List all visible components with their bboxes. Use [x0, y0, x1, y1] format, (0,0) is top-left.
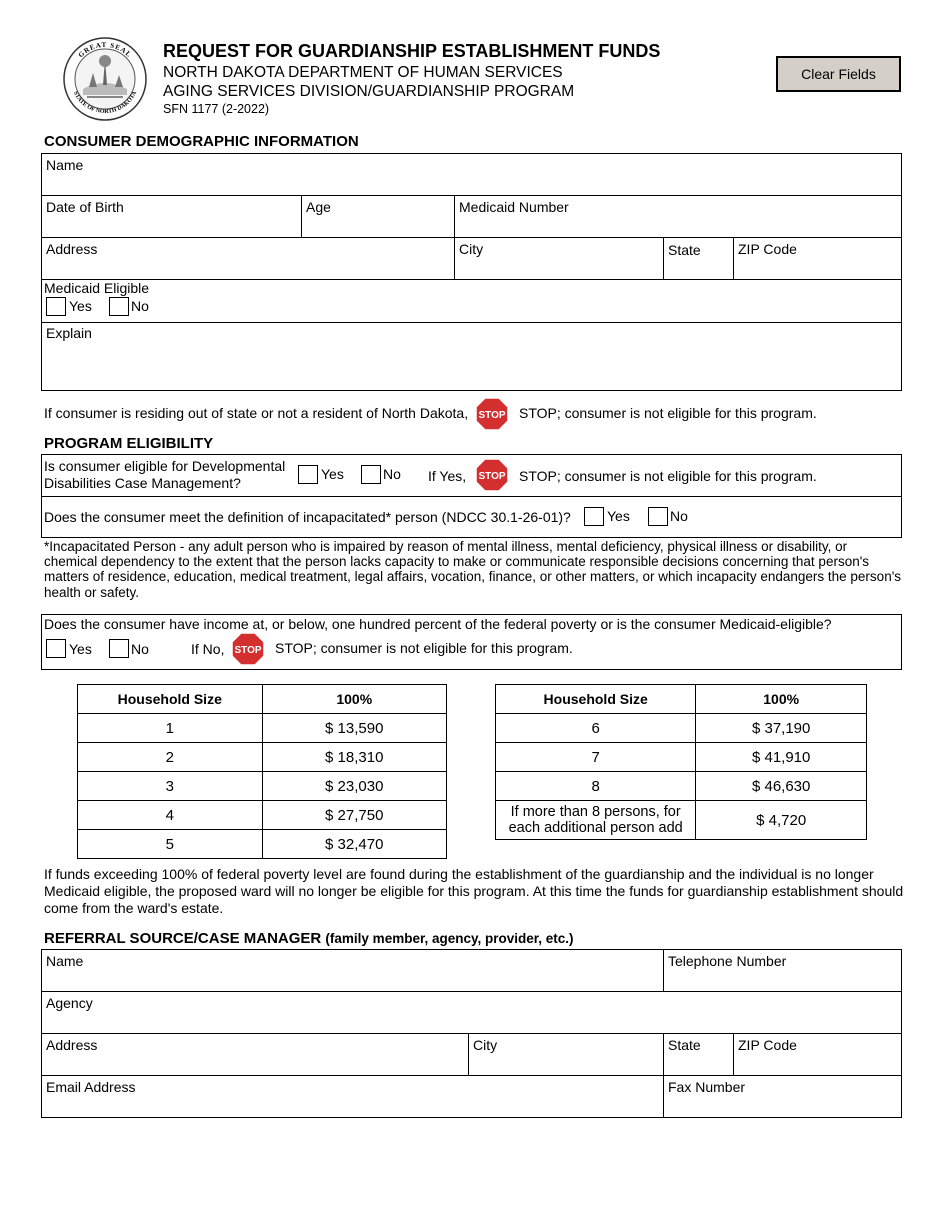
referral-city-label: City — [473, 1037, 498, 1053]
form-number: SFN 1177 (2-2022) — [163, 102, 270, 116]
table-row — [78, 714, 447, 743]
dd-eligibility-row — [41, 454, 902, 497]
household-size-cell: 5 — [78, 830, 263, 859]
medicaid-eligible-label: Medicaid Eligible — [44, 280, 150, 296]
household-size-cell: 4 — [78, 801, 263, 830]
percent-header: 100% — [696, 685, 867, 714]
referral-agency-field[interactable] — [41, 991, 902, 1034]
amount-cell: $ 37,190 — [696, 714, 867, 743]
consumer-dob-label: Date of Birth — [46, 199, 124, 215]
amount-cell: $ 41,910 — [696, 743, 867, 772]
referral-section-heading — [44, 930, 574, 947]
stop-sign-icon — [231, 632, 265, 666]
consumer-age-field[interactable] — [301, 195, 455, 238]
poverty-table-right — [495, 684, 867, 840]
household-size-cell: 2 — [78, 743, 263, 772]
incapacitated-question: Does the consumer meet the definition of incapacitated* person (NDCC 30.1-26-01)? — [44, 509, 571, 525]
additional-person-line1: If more than 8 persons, for — [510, 804, 681, 820]
household-size-cell: 3 — [78, 772, 263, 801]
funds-note: If funds exceeding 100% of federal poverty level are found during the establishment of the guardianship and the individual is no longer Medicaid eligible, the proposed ward will no longer be eligible for this program. At this time the funds for guardianship establishment should come from the ward's estate. — [44, 866, 904, 916]
amount-cell: $ 46,630 — [696, 772, 867, 801]
household-size-cell: 8 — [496, 772, 696, 801]
income-row — [41, 614, 902, 670]
referral-name-field[interactable] — [41, 949, 664, 992]
amount-cell: $ 23,030 — [262, 772, 447, 801]
residency-stop-note: STOP; consumer is not eligible for this program. — [519, 405, 817, 421]
consumer-age-label: Age — [306, 199, 331, 215]
household-size-cell: 6 — [496, 714, 696, 743]
household-size-header: Household Size — [78, 685, 263, 714]
income-if-no-label: If No, — [191, 641, 225, 657]
dd-no-label: No — [383, 466, 401, 482]
referral-email-label: Email Address — [46, 1079, 136, 1095]
referral-phone-field[interactable] — [663, 949, 902, 992]
table-row — [496, 801, 867, 840]
referral-state-field[interactable] — [663, 1033, 734, 1076]
income-no-label: No — [131, 641, 149, 657]
dd-stop-note: STOP; consumer is not eligible for this program. — [519, 468, 817, 484]
referral-fax-field[interactable] — [663, 1075, 902, 1118]
dd-question-line2: Disabilities Case Management? — [44, 475, 241, 491]
division-name: AGING SERVICES DIVISION/GUARDIANSHIP PROGRAM — [163, 83, 575, 100]
table-row — [78, 801, 447, 830]
amount-cell: $ 13,590 — [262, 714, 447, 743]
stop-sign-icon — [475, 397, 509, 431]
consumer-state-field[interactable] — [663, 237, 734, 280]
percent-header: 100% — [262, 685, 447, 714]
eligibility-section-heading: PROGRAM ELIGIBILITY — [44, 435, 214, 452]
dd-yes-checkbox[interactable] — [298, 465, 318, 484]
poverty-table-left — [77, 684, 447, 859]
consumer-zip-label: ZIP Code — [738, 241, 797, 257]
referral-zip-field[interactable] — [733, 1033, 902, 1076]
table-row — [78, 830, 447, 859]
referral-address-label: Address — [46, 1037, 98, 1053]
referral-phone-label: Telephone Number — [668, 953, 787, 969]
form-title: REQUEST FOR GUARDIANSHIP ESTABLISHMENT FUNDS — [163, 41, 661, 61]
income-yes-label: Yes — [69, 641, 92, 657]
household-size-cell: 1 — [78, 714, 263, 743]
dd-no-checkbox[interactable] — [361, 465, 381, 484]
income-stop-note: STOP; consumer is not eligible for this program. — [275, 640, 573, 656]
svg-text:GREAT SEAL: GREAT SEAL — [76, 40, 134, 60]
incapacitated-row — [41, 496, 902, 538]
svg-text:STOP: STOP — [234, 645, 262, 656]
consumer-zip-field[interactable] — [733, 237, 902, 280]
income-yes-checkbox[interactable] — [46, 639, 66, 658]
svg-text:STOP: STOP — [478, 471, 506, 482]
table-row — [78, 743, 447, 772]
svg-text:STOP: STOP — [478, 410, 506, 421]
incapacitated-definition: *Incapacitated Person - any adult person who is impaired by reason of mental illness, mental deficiency, physical illness or disability, or chemical dependency to the extent that the person lacks capacity to make or communicate responsible decisions concerning that person's matters of residence, education, medical treatment, legal affairs, vocation, finance, or other matters, or which incapacity endangers the person's health or safety. — [44, 539, 902, 600]
table-row — [496, 772, 867, 801]
additional-person-line2: each additional person add — [508, 820, 683, 836]
medicaid-eligible-no-checkbox[interactable] — [109, 297, 129, 316]
referral-address-field[interactable] — [41, 1033, 469, 1076]
amount-cell: $ 32,470 — [262, 830, 447, 859]
incapacitated-yes-checkbox[interactable] — [584, 507, 604, 526]
consumer-medicaid-number-label: Medicaid Number — [459, 199, 569, 215]
household-size-header: Household Size — [496, 685, 696, 714]
referral-city-field[interactable] — [468, 1033, 664, 1076]
referral-heading-main: REFERRAL SOURCE/CASE MANAGER — [44, 930, 322, 947]
referral-heading-sub: (family member, agency, provider, etc.) — [325, 931, 574, 946]
consumer-address-field[interactable] — [41, 237, 455, 280]
incapacitated-no-checkbox[interactable] — [648, 507, 668, 526]
dd-if-yes-label: If Yes, — [428, 468, 467, 484]
dd-question-line1: Is consumer eligible for Developmental — [44, 458, 286, 474]
amount-cell: $ 18,310 — [262, 743, 447, 772]
referral-fax-label: Fax Number — [668, 1079, 746, 1095]
medicaid-eligible-no-label: No — [131, 298, 149, 314]
department-name: NORTH DAKOTA DEPARTMENT OF HUMAN SERVICES — [163, 64, 563, 81]
medicaid-eligible-yes-checkbox[interactable] — [46, 297, 66, 316]
dd-yes-label: Yes — [321, 466, 344, 482]
explain-label: Explain — [46, 325, 92, 341]
referral-zip-label: ZIP Code — [738, 1037, 797, 1053]
stop-sign-icon — [475, 458, 509, 492]
income-no-checkbox[interactable] — [109, 639, 129, 658]
additional-amount-cell: $ 4,720 — [696, 801, 867, 840]
referral-state-label: State — [668, 1037, 701, 1053]
incapacitated-no-label: No — [670, 508, 688, 524]
state-seal-logo — [63, 37, 147, 121]
consumer-section-heading: CONSUMER DEMOGRAPHIC INFORMATION — [44, 133, 359, 150]
table-row — [496, 743, 867, 772]
household-size-cell: 7 — [496, 743, 696, 772]
referral-agency-label: Agency — [46, 995, 93, 1011]
consumer-state-label: State — [668, 242, 701, 258]
consumer-name-field[interactable] — [41, 153, 902, 196]
income-question: Does the consumer have income at, or below, one hundred percent of the federal poverty or is the consumer Medicaid-eligible? — [44, 616, 832, 632]
table-row — [78, 772, 447, 801]
medicaid-eligible-row — [41, 279, 902, 323]
consumer-city-label: City — [459, 241, 484, 257]
consumer-medicaid-number-field[interactable] — [454, 195, 902, 238]
medicaid-eligible-yes-label: Yes — [69, 298, 92, 314]
incapacitated-yes-label: Yes — [607, 508, 630, 524]
explain-field[interactable] — [41, 322, 902, 391]
consumer-name-label: Name — [46, 157, 84, 173]
additional-person-cell — [496, 801, 696, 840]
referral-email-field[interactable] — [41, 1075, 664, 1118]
clear-fields-button[interactable]: Clear Fields — [776, 56, 901, 92]
consumer-address-label: Address — [46, 241, 98, 257]
consumer-city-field[interactable] — [454, 237, 664, 280]
residency-note: If consumer is residing out of state or not a resident of North Dakota, — [44, 405, 469, 421]
table-row — [496, 714, 867, 743]
amount-cell: $ 27,750 — [262, 801, 447, 830]
consumer-dob-field[interactable] — [41, 195, 302, 238]
referral-name-label: Name — [46, 953, 84, 969]
svg-text:STATE OF NORTH DAKOTA: STATE OF NORTH DAKOTA — [71, 90, 139, 116]
